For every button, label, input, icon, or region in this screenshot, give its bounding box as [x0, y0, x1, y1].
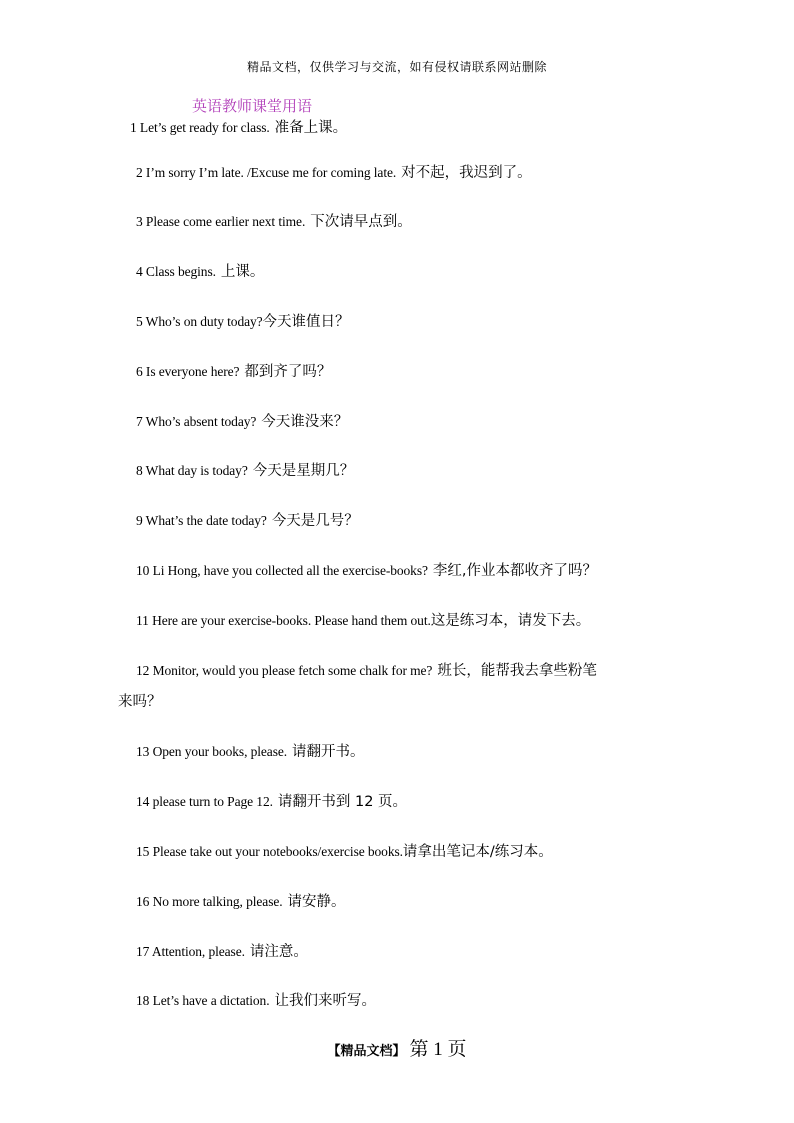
phrase-item — [136, 561, 597, 582]
phrase-english: 16 No more talking, please. — [136, 894, 283, 909]
phrase-chinese: 请翻开书。 — [292, 744, 365, 760]
phrase-item — [136, 262, 264, 283]
phrase-chinese-continuation: 来吗？ — [118, 694, 162, 710]
phrase-english: 11 Here are your exercise-books. Please hand them out. — [136, 613, 431, 628]
phrase-english: 5 Who’s on duty today? — [136, 314, 263, 329]
phrase-item — [136, 892, 346, 913]
footer-tag: 【精品文档】 — [327, 1044, 406, 1059]
phrase-item — [130, 118, 347, 139]
phrase-item — [136, 611, 590, 632]
phrase-chinese: 今天是几号？ — [271, 513, 359, 529]
phrase-chinese: 都到齐了吗？ — [244, 364, 332, 380]
phrase-english: 2 I’m sorry I’m late. /Excuse me for coming late. — [136, 165, 397, 180]
phrase-english: 7 Who’s absent today? — [136, 414, 257, 429]
phrase-item — [136, 792, 407, 813]
phrase-chinese: 班长，能帮我去拿些粉笔 — [437, 663, 597, 679]
phrase-english: 4 Class begins. — [136, 264, 216, 279]
phrase-chinese: 准备上课。 — [274, 120, 348, 136]
phrase-item — [136, 312, 350, 333]
phrase-english: 13 Open your books, please. — [136, 744, 288, 759]
phrase-english: 6 Is everyone here? — [136, 364, 240, 379]
phrase-chinese: 请翻开书到 12 页。 — [277, 794, 408, 810]
phrase-item — [136, 412, 348, 433]
phrase-english: 18 Let’s have a dictation. — [136, 993, 270, 1008]
phrase-chinese: 请拿出笔记本/练习本。 — [402, 844, 553, 860]
phrase-item — [136, 362, 331, 383]
header-note: 精品文档，仅供学习与交流，如有侵权请联系网站删除 — [246, 60, 547, 74]
phrase-english: 10 Li Hong, have you collected all the exercise-books? — [136, 563, 428, 578]
phrase-english: 3 Please come earlier next time. — [136, 214, 306, 229]
phrase-chinese: 下次请早点到。 — [310, 214, 412, 230]
phrase-item — [136, 742, 365, 763]
phrase-item — [136, 661, 597, 682]
phrase-item — [136, 461, 354, 482]
phrase-english: 12 Monitor, would you please fetch some chalk for me? — [136, 663, 433, 678]
page-number: 第 1 页 — [409, 1039, 467, 1060]
phrase-chinese: 今天谁没来？ — [261, 414, 349, 430]
phrase-item — [136, 511, 359, 532]
phrase-item — [136, 942, 308, 963]
phrase-english: 9 What’s the date today? — [136, 513, 267, 528]
phrase-chinese: 李红,作业本都收齐了吗？ — [432, 563, 597, 579]
phrase-english: 14 please turn to Page 12. — [136, 794, 273, 809]
page-footer — [0, 1034, 794, 1061]
phrase-chinese: 对不起，我迟到了。 — [401, 165, 532, 181]
phrase-item — [136, 842, 553, 863]
phrase-english: 15 Please take out your notebooks/exercise books. — [136, 844, 403, 859]
phrase-item — [136, 991, 376, 1012]
phrase-chinese: 请安静。 — [287, 894, 346, 910]
phrase-item — [136, 163, 532, 184]
phrase-chinese: 请注意。 — [249, 944, 308, 960]
phrase-chinese: 今天谁值日？ — [262, 314, 350, 330]
phrase-chinese: 这是练习本，请发下去。 — [430, 613, 591, 629]
document-title: 英语教师课堂用语 — [192, 97, 313, 115]
phrase-english: 1 Let’s get ready for class. — [130, 120, 270, 135]
phrase-chinese: 今天是星期几？ — [252, 463, 355, 479]
phrase-english: 8 What day is today? — [136, 463, 248, 478]
phrase-chinese: 让我们来听写。 — [274, 993, 376, 1009]
phrase-item — [136, 212, 412, 233]
phrase-english: 17 Attention, please. — [136, 944, 245, 959]
phrase-chinese: 上课。 — [220, 264, 265, 280]
